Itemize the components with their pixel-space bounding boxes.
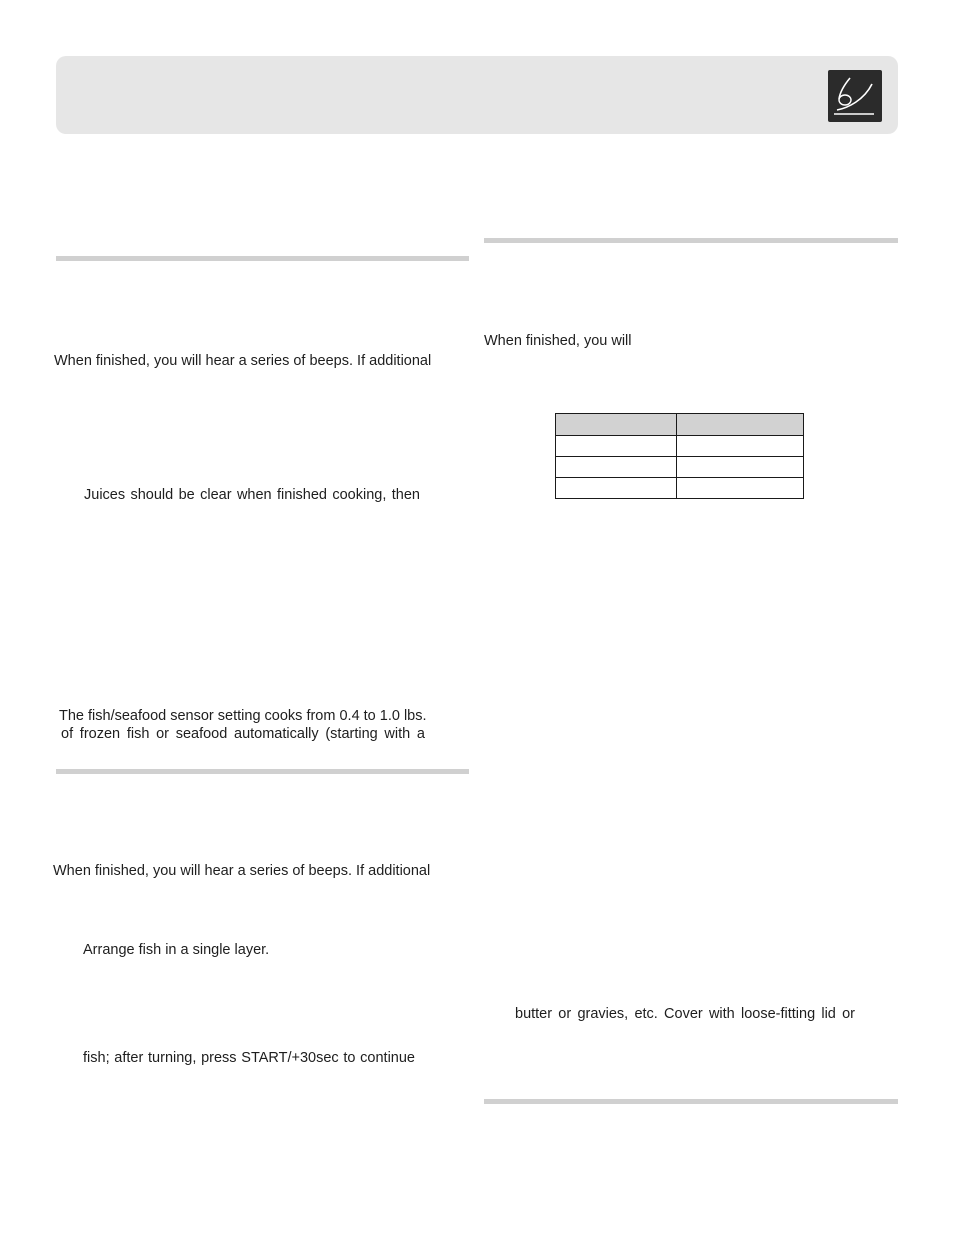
table-cell bbox=[556, 436, 677, 457]
table-row bbox=[556, 436, 804, 457]
table-header-row bbox=[556, 414, 804, 436]
table-row bbox=[556, 457, 804, 478]
section2-finished-text: When finished, you will hear a series of beeps. If additional bbox=[53, 863, 431, 879]
fish-sensor-intro-text-2: of frozen fish or seafood automatically (starting with a bbox=[61, 726, 425, 742]
table-cell bbox=[677, 457, 804, 478]
section1-juices-text: Juices should be clear when finished cooking, then bbox=[84, 487, 420, 503]
page-header-band bbox=[56, 56, 898, 134]
hand-pointer-icon bbox=[828, 70, 882, 122]
section-divider-right-2 bbox=[484, 1099, 898, 1104]
table-header-cell bbox=[556, 414, 677, 436]
table-cell bbox=[677, 436, 804, 457]
table-cell bbox=[677, 478, 804, 499]
table-row bbox=[556, 478, 804, 499]
butter-gravies-text: butter or gravies, etc. Cover with loose-fitting lid or bbox=[515, 1006, 855, 1022]
arrange-fish-text: Arrange fish in a single layer. bbox=[83, 942, 270, 958]
table-cell bbox=[556, 478, 677, 499]
section-divider-left-1 bbox=[56, 256, 469, 261]
cooking-table bbox=[555, 413, 804, 499]
section-divider-left-2 bbox=[56, 769, 469, 774]
section1-finished-text: When finished, you will hear a series of beeps. If additional bbox=[54, 353, 432, 369]
table-cell bbox=[556, 457, 677, 478]
table-header-cell bbox=[677, 414, 804, 436]
right-finished-text: When finished, you will bbox=[484, 333, 632, 349]
section-divider-right-1 bbox=[484, 238, 898, 243]
turning-fish-text: fish; after turning, press START/+30sec to continue bbox=[83, 1050, 415, 1066]
fish-sensor-intro-text: The fish/seafood sensor setting cooks from 0.4 to 1.0 lbs. bbox=[59, 708, 427, 724]
